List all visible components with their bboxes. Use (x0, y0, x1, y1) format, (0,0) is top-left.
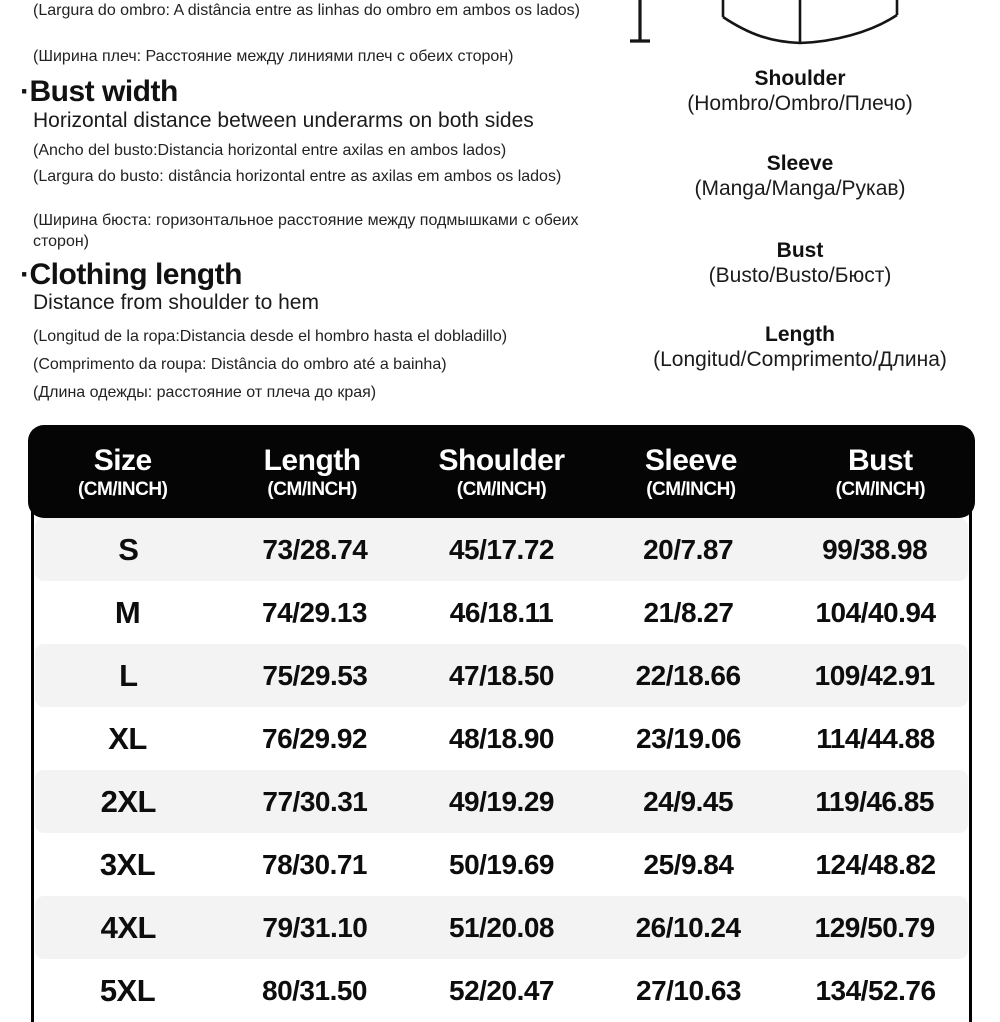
table-row-5xl (34, 959, 969, 1022)
garment-hem-curve (723, 15, 897, 43)
cell-length: 79/31.10 (262, 911, 368, 943)
cell-length: 75/29.53 (262, 659, 368, 691)
table-row-4xl (35, 896, 968, 959)
header-label-length: Length (263, 444, 361, 477)
cell-bust: 119/46.85 (815, 785, 934, 817)
note-bust-width-ru: (Ширина бюста: горизонтальное расстояние между подмышками с обеих сторон) (33, 212, 579, 250)
header-cell-bust (786, 425, 975, 518)
cell-length: 77/30.31 (262, 785, 368, 817)
header-cell-length (217, 425, 406, 518)
note-clothing-length-es: (Longitud de la ropa:Distancia desde el hombro hasta el dobladillo) (33, 328, 508, 345)
note-shoulder-width-ru: (Ширина плеч: Расстояние между линиями плеч с обеих сторон) (33, 48, 514, 65)
legend-label-length: Length (765, 323, 835, 346)
cell-bust: 124/48.82 (815, 848, 936, 880)
legend-label-sleeve: Sleeve (766, 152, 834, 175)
cell-bust: 104/40.94 (815, 596, 936, 628)
table-row-s (35, 518, 968, 581)
note-clothing-length-en: Distance from shoulder to hem (33, 291, 319, 314)
legend-label-bust: Bust (776, 239, 824, 262)
table-row-3xl (34, 833, 969, 896)
header-cell-shoulder (407, 425, 596, 518)
legend-translations-length: (Longitud/Comprimento/Длина) (653, 348, 947, 371)
cell-size: 4XL (100, 909, 156, 945)
note-bust-width-pt: (Largura do busto: distância horizontal entre as axilas em ambos os lados) (33, 168, 562, 185)
cell-sleeve: 20/7.87 (643, 533, 734, 565)
note-bust-width-en: Horizontal distance between underarms on both sides (33, 109, 534, 132)
cell-shoulder: 51/20.08 (448, 911, 554, 943)
cell-length: 78/30.71 (262, 848, 367, 880)
note-clothing-length-pt: (Comprimento da roupa: Distância do ombro até a bainha) (33, 356, 447, 373)
header-label-bust: Bust (847, 444, 913, 477)
cell-length: 73/28.74 (262, 533, 368, 565)
table-row-l (35, 644, 968, 707)
cell-length: 74/29.13 (262, 596, 367, 628)
cell-sleeve: 25/9.84 (643, 848, 734, 880)
section-title-bust-width: ·Bust width (20, 75, 178, 108)
cell-bust: 134/52.76 (815, 974, 936, 1006)
table-row-2xl (35, 770, 968, 833)
header-unit-size: (CM/INCH) (77, 479, 168, 500)
cell-shoulder: 50/19.69 (449, 848, 554, 880)
cell-size: 5XL (99, 972, 156, 1008)
note-clothing-length-ru: (Длина одежды: расстояние от плеча до края) (33, 384, 377, 401)
size-table-body (31, 504, 972, 1022)
legend-translations-bust: (Busto/Busto/Бюст) (708, 264, 892, 287)
cell-sleeve: 22/18.66 (635, 659, 741, 691)
cell-size: 2XL (100, 783, 156, 819)
note-shoulder-width-pt: (Largura do ombro: A distância entre as linhas do ombro em ambos os lados) (33, 2, 580, 19)
cell-shoulder: 49/19.29 (448, 785, 554, 817)
cell-shoulder: 52/20.47 (449, 974, 554, 1006)
section-title-clothing-length: ·Clothing length (20, 258, 242, 291)
cell-bust: 114/44.88 (816, 722, 935, 754)
header-unit-shoulder: (CM/INCH) (456, 479, 547, 500)
cell-size: L (119, 657, 138, 693)
legend-translations-sleeve: (Manga/Manga/Рукав) (694, 177, 906, 200)
cell-shoulder: 46/18.11 (449, 596, 554, 628)
cell-length: 76/29.92 (262, 722, 367, 754)
legend-item-length (600, 323, 1000, 373)
cell-sleeve: 26/10.24 (635, 911, 741, 943)
cell-size: M (114, 594, 141, 630)
header-unit-sleeve: (CM/INCH) (646, 479, 736, 500)
cell-size: XL (108, 720, 147, 756)
legend-item-shoulder (600, 67, 1000, 117)
header-cell-sleeve (596, 425, 785, 518)
cell-sleeve: 21/8.27 (643, 596, 734, 628)
cell-shoulder: 45/17.72 (448, 533, 554, 565)
cell-bust: 109/42.91 (814, 659, 935, 691)
header-cell-size (28, 425, 217, 518)
legend-item-bust (600, 239, 1000, 289)
cell-bust: 129/50.79 (814, 911, 935, 943)
table-row-xl (34, 707, 969, 770)
header-label-sleeve: Sleeve (644, 444, 737, 477)
size-table (28, 425, 975, 1022)
header-label-size: Size (93, 444, 152, 477)
legend-label-shoulder: Shoulder (754, 67, 846, 90)
note-bust-width-es: (Ancho del busto:Distancia horizontal entre axilas en ambos lados) (33, 142, 507, 159)
header-label-shoulder: Shoulder (438, 444, 565, 477)
table-row-m (34, 581, 969, 644)
header-unit-bust: (CM/INCH) (835, 479, 926, 500)
cell-shoulder: 47/18.50 (448, 659, 554, 691)
cell-size: 3XL (99, 846, 156, 882)
header-unit-length: (CM/INCH) (267, 479, 357, 500)
size-table-header (28, 425, 975, 518)
cell-size: S (118, 531, 139, 567)
cell-bust: 99/38.98 (822, 533, 928, 565)
legend-translations-shoulder: (Hombro/Ombro/Плечо) (687, 92, 913, 115)
cell-sleeve: 24/9.45 (643, 785, 734, 817)
cell-length: 80/31.50 (262, 974, 367, 1006)
cell-shoulder: 48/18.90 (449, 722, 554, 754)
legend-item-sleeve (600, 152, 1000, 202)
garment-hem-diagram (600, 0, 920, 50)
cell-sleeve: 27/10.63 (636, 974, 741, 1006)
cell-sleeve: 23/19.06 (636, 722, 741, 754)
